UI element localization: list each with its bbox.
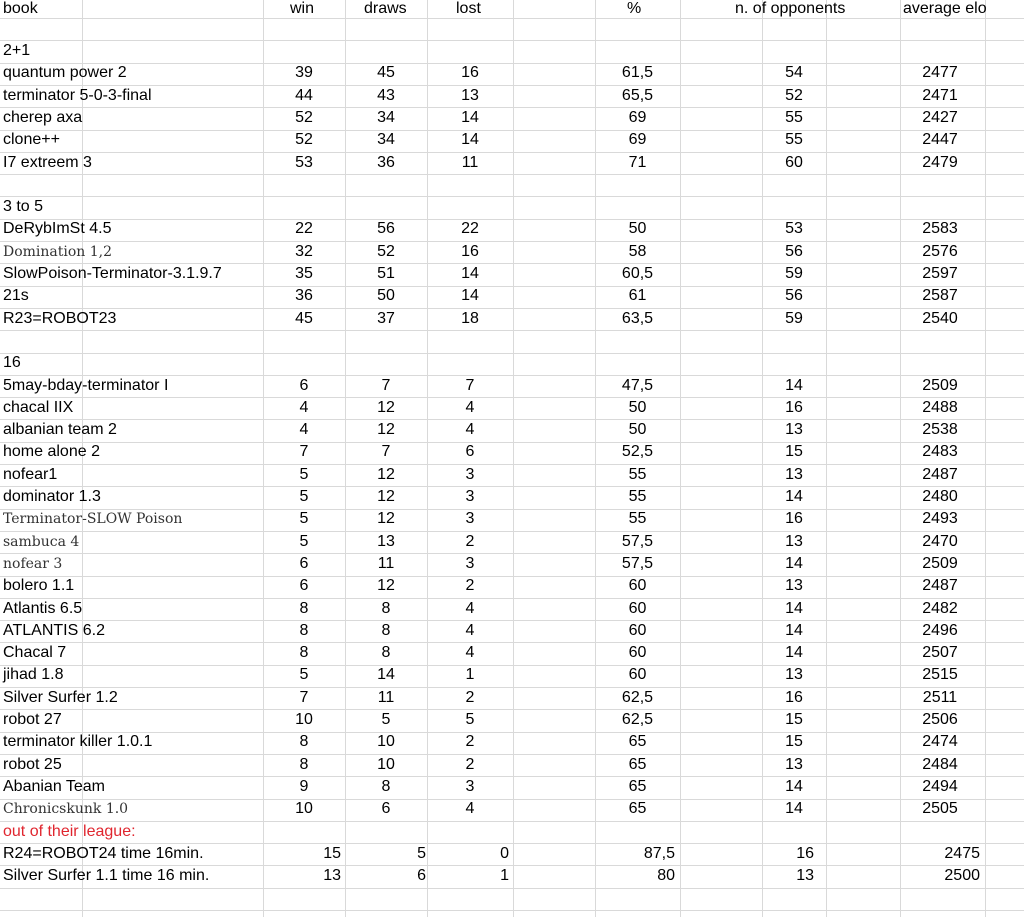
table-row	[0, 85, 1024, 107]
lost-cell: 7	[465, 377, 475, 394]
lost-cell: 1	[500, 867, 509, 884]
draws-cell: 12	[377, 577, 395, 594]
opponents-cell: 52	[785, 87, 803, 104]
elo-cell: 2509	[922, 377, 958, 394]
opponents-cell: 15	[785, 443, 803, 460]
lost-cell: 4	[465, 399, 475, 416]
book-name: nofear1	[3, 466, 58, 483]
book-name: Atlantis 6.5	[3, 600, 83, 617]
elo-cell: 2482	[922, 600, 958, 617]
section-title: 2+1	[3, 42, 31, 59]
pct-cell: 57,5	[621, 533, 654, 550]
pct-cell: 65,5	[621, 87, 654, 104]
book-name: Silver Surfer 1.1 time 16 min.	[3, 867, 210, 884]
elo-cell: 2540	[922, 310, 958, 327]
lost-cell: 2	[465, 577, 475, 594]
elo-cell: 2496	[922, 622, 958, 639]
pct-cell: 57,5	[621, 555, 654, 572]
opponents-cell: 53	[785, 220, 803, 237]
win-cell: 10	[295, 800, 313, 817]
pct-cell: 60	[628, 600, 647, 617]
table-row	[0, 553, 1024, 575]
draws-cell: 12	[377, 510, 395, 527]
book-name: Chronicskunk 1.0	[3, 801, 129, 817]
table-row	[0, 218, 1024, 240]
win-cell: 45	[295, 310, 313, 327]
table-row	[0, 441, 1024, 463]
grid-row-line	[0, 174, 1024, 175]
table-row	[0, 508, 1024, 530]
lost-cell: 4	[465, 421, 475, 438]
draws-cell: 6	[381, 800, 391, 817]
draws-cell: 11	[377, 689, 395, 706]
win-cell: 53	[295, 154, 313, 171]
pct-cell: 55	[628, 488, 647, 505]
pct-cell: 60	[628, 666, 647, 683]
header-win: win	[290, 0, 315, 17]
book-name: SlowPoison-Terminator-3.1.9.7	[3, 265, 222, 282]
elo-cell: 2597	[922, 265, 958, 282]
table-row	[0, 308, 1024, 330]
elo-cell: 2470	[922, 533, 958, 550]
lost-cell: 3	[465, 555, 475, 572]
win-cell: 8	[299, 733, 309, 750]
book-name: cherep axa	[3, 109, 83, 126]
win-cell: 6	[299, 555, 309, 572]
header-row	[0, 0, 1024, 22]
pct-cell: 55	[628, 466, 647, 483]
pct-cell: 50	[628, 399, 647, 416]
draws-cell: 52	[377, 243, 395, 260]
lost-cell: 4	[465, 644, 475, 661]
opponents-cell: 55	[785, 131, 803, 148]
draws-cell: 50	[377, 287, 395, 304]
opponents-cell: 14	[785, 488, 803, 505]
opponents-cell: 14	[785, 622, 803, 639]
draws-cell: 8	[381, 644, 391, 661]
lost-cell: 16	[461, 243, 479, 260]
draws-cell: 10	[377, 733, 395, 750]
lost-cell: 18	[461, 310, 479, 327]
book-name: Domination 1,2	[3, 244, 113, 260]
book-name: DeRybImSt 4.5	[3, 220, 112, 237]
elo-cell: 2480	[922, 488, 958, 505]
book-name: quantum power 2	[3, 64, 127, 81]
win-cell: 7	[299, 689, 309, 706]
elo-cell: 2493	[922, 510, 958, 527]
lost-cell: 2	[465, 689, 475, 706]
draws-cell: 34	[377, 131, 395, 148]
book-name: 5may-bday-terminator I	[3, 377, 169, 394]
draws-cell: 12	[377, 399, 395, 416]
table-row	[0, 419, 1024, 441]
lost-cell: 3	[465, 778, 475, 795]
draws-cell: 12	[377, 466, 395, 483]
book-name: R23=ROBOT23	[3, 310, 117, 327]
draws-cell: 14	[377, 666, 395, 683]
opponents-cell: 13	[785, 666, 803, 683]
draws-cell: 7	[381, 443, 391, 460]
opponents-cell: 16	[796, 845, 814, 862]
win-cell: 5	[299, 488, 309, 505]
opponents-cell: 13	[785, 577, 803, 594]
opponents-cell: 14	[785, 600, 803, 617]
lost-cell: 14	[461, 265, 479, 282]
league-note: out of their league:	[3, 823, 136, 840]
opponents-cell: 13	[785, 466, 803, 483]
table-row	[0, 241, 1024, 263]
win-cell: 36	[295, 287, 313, 304]
book-name: jihad 1.8	[3, 666, 64, 683]
section-title-row	[0, 196, 1024, 218]
table-row	[0, 531, 1024, 553]
lost-cell: 16	[461, 64, 479, 81]
pct-cell: 58	[628, 243, 647, 260]
draws-cell: 8	[381, 600, 391, 617]
section-title: 16	[3, 354, 21, 371]
opponents-cell: 16	[785, 689, 803, 706]
header-lost: lost	[456, 0, 481, 17]
elo-cell: 2511	[922, 689, 958, 706]
elo-cell: 2515	[922, 666, 958, 683]
table-row	[0, 754, 1024, 776]
grid-row-line	[0, 330, 1024, 331]
elo-cell: 2474	[922, 733, 958, 750]
pct-cell: 87,5	[643, 845, 675, 862]
elo-cell: 2483	[922, 443, 958, 460]
book-name: chacal IIX	[3, 399, 74, 416]
pct-cell: 47,5	[621, 377, 654, 394]
elo-cell: 2471	[922, 87, 958, 104]
book-name: dominator 1.3	[3, 488, 101, 505]
draws-cell: 13	[377, 533, 395, 550]
table-row	[0, 731, 1024, 753]
opponents-cell: 54	[785, 64, 803, 81]
draws-cell: 12	[377, 488, 395, 505]
draws-cell: 43	[377, 87, 395, 104]
draws-cell: 45	[377, 64, 395, 81]
win-cell: 9	[299, 778, 309, 795]
header-elo: average elo	[903, 0, 987, 17]
table-row	[0, 709, 1024, 731]
pct-cell: 50	[628, 220, 647, 237]
lost-cell: 0	[500, 845, 509, 862]
opponents-cell: 14	[785, 377, 803, 394]
lost-cell: 2	[465, 533, 475, 550]
pct-cell: 69	[628, 109, 647, 126]
lost-cell: 14	[461, 287, 479, 304]
draws-cell: 12	[377, 421, 395, 438]
win-cell: 6	[299, 577, 309, 594]
opponents-cell: 14	[785, 800, 803, 817]
opponents-cell: 59	[785, 265, 803, 282]
pct-cell: 60	[628, 622, 647, 639]
lost-cell: 13	[461, 87, 479, 104]
win-cell: 10	[295, 711, 313, 728]
opponents-cell: 15	[785, 711, 803, 728]
header-opponents: n. of opponents	[735, 0, 846, 17]
elo-cell: 2587	[922, 287, 958, 304]
pct-cell: 61,5	[621, 64, 654, 81]
table-row	[0, 152, 1024, 174]
elo-cell: 2500	[944, 867, 980, 884]
elo-cell: 2509	[922, 555, 958, 572]
section-title-row	[0, 40, 1024, 62]
draws-cell: 11	[377, 555, 395, 572]
win-cell: 52	[295, 109, 313, 126]
lost-cell: 5	[465, 711, 475, 728]
table-row	[0, 687, 1024, 709]
elo-cell: 2507	[922, 644, 958, 661]
win-cell: 8	[299, 644, 309, 661]
lost-cell: 4	[465, 800, 475, 817]
pct-cell: 60	[628, 577, 647, 594]
lost-cell: 2	[465, 756, 475, 773]
book-name: I7 extreem 3	[3, 154, 92, 171]
lost-cell: 1	[465, 666, 475, 683]
win-cell: 8	[299, 756, 309, 773]
table-row	[0, 397, 1024, 419]
section-title: 3 to 5	[3, 198, 44, 215]
opponents-cell: 60	[785, 154, 803, 171]
opponents-cell: 13	[785, 756, 803, 773]
draws-cell: 56	[377, 220, 395, 237]
elo-cell: 2475	[944, 845, 980, 862]
league-row	[0, 865, 1024, 887]
book-name: bolero 1.1	[3, 577, 75, 594]
lost-cell: 3	[465, 466, 475, 483]
table-row	[0, 285, 1024, 307]
book-name: terminator killer 1.0.1	[3, 733, 153, 750]
book-name: robot 25	[3, 756, 62, 773]
pct-cell: 62,5	[621, 711, 654, 728]
pct-cell: 63,5	[621, 310, 654, 327]
book-name: R24=ROBOT24 time 16min.	[3, 845, 204, 862]
table-row	[0, 664, 1024, 686]
draws-cell: 37	[377, 310, 395, 327]
win-cell: 7	[299, 443, 309, 460]
draws-cell: 8	[381, 622, 391, 639]
pct-cell: 80	[657, 867, 675, 884]
table-row	[0, 375, 1024, 397]
header-draws: draws	[364, 0, 407, 17]
opponents-cell: 59	[785, 310, 803, 327]
book-name: 21s	[3, 287, 29, 304]
draws-cell: 7	[381, 377, 391, 394]
win-cell: 35	[295, 265, 313, 282]
lost-cell: 2	[465, 733, 475, 750]
table-row	[0, 598, 1024, 620]
league-row	[0, 843, 1024, 865]
win-cell: 5	[299, 510, 309, 527]
win-cell: 5	[299, 466, 309, 483]
win-cell: 4	[299, 421, 309, 438]
win-cell: 8	[299, 622, 309, 639]
table-row	[0, 263, 1024, 285]
pct-cell: 60,5	[621, 265, 654, 282]
table-row	[0, 486, 1024, 508]
header-percent: %	[627, 0, 642, 17]
pct-cell: 71	[628, 154, 647, 171]
elo-cell: 2427	[922, 109, 958, 126]
lost-cell: 11	[461, 154, 479, 171]
draws-cell: 8	[381, 778, 391, 795]
table-row	[0, 107, 1024, 129]
opponents-cell: 15	[785, 733, 803, 750]
draws-cell: 6	[417, 867, 426, 884]
elo-cell: 2477	[922, 64, 958, 81]
win-cell: 4	[299, 399, 309, 416]
lost-cell: 4	[465, 600, 475, 617]
book-name: clone++	[3, 131, 60, 148]
lost-cell: 6	[465, 443, 475, 460]
win-cell: 15	[323, 845, 341, 862]
opponents-cell: 14	[785, 778, 803, 795]
book-name: Terminator-SLOW Poison	[3, 511, 183, 527]
elo-cell: 2583	[922, 220, 958, 237]
opponents-cell: 13	[785, 421, 803, 438]
table-row	[0, 62, 1024, 84]
draws-cell: 51	[377, 265, 395, 282]
pct-cell: 65	[628, 778, 647, 795]
pct-cell: 55	[628, 510, 647, 527]
table-row	[0, 642, 1024, 664]
table-row	[0, 129, 1024, 151]
opponents-cell: 56	[785, 287, 803, 304]
pct-cell: 52,5	[621, 443, 654, 460]
opponents-cell: 16	[785, 510, 803, 527]
elo-cell: 2487	[922, 466, 958, 483]
win-cell: 5	[299, 533, 309, 550]
win-cell: 13	[323, 867, 341, 884]
win-cell: 32	[295, 243, 313, 260]
book-name: sambuca 4	[3, 534, 80, 550]
win-cell: 5	[299, 666, 309, 683]
book-name: albanian team 2	[3, 421, 117, 438]
opponents-cell: 13	[785, 533, 803, 550]
elo-cell: 2505	[922, 800, 958, 817]
elo-cell: 2484	[922, 756, 958, 773]
lost-cell: 14	[461, 131, 479, 148]
table-row	[0, 464, 1024, 486]
elo-cell: 2479	[922, 154, 958, 171]
lost-cell: 22	[461, 220, 479, 237]
opponents-cell: 56	[785, 243, 803, 260]
win-cell: 8	[299, 600, 309, 617]
table-row	[0, 776, 1024, 798]
opponents-cell: 55	[785, 109, 803, 126]
book-name: robot 27	[3, 711, 62, 728]
lost-cell: 4	[465, 622, 475, 639]
elo-cell: 2487	[922, 577, 958, 594]
book-name: nofear 3	[3, 556, 63, 572]
pct-cell: 65	[628, 756, 647, 773]
header-book: book	[3, 0, 38, 17]
book-name: ATLANTIS 6.2	[3, 622, 105, 639]
opponents-cell: 13	[796, 867, 814, 884]
league-note-row	[0, 821, 1024, 843]
elo-cell: 2576	[922, 243, 958, 260]
draws-cell: 34	[377, 109, 395, 126]
elo-cell: 2494	[922, 778, 958, 795]
grid-row-line	[0, 888, 1024, 889]
table-row	[0, 620, 1024, 642]
elo-cell: 2538	[922, 421, 958, 438]
grid-row-line	[0, 910, 1024, 911]
win-cell: 44	[295, 87, 313, 104]
section-title-row	[0, 352, 1024, 374]
lost-cell: 14	[461, 109, 479, 126]
draws-cell: 10	[377, 756, 395, 773]
win-cell: 6	[299, 377, 309, 394]
pct-cell: 60	[628, 644, 647, 661]
win-cell: 22	[295, 220, 313, 237]
book-name: terminator 5-0-3-final	[3, 87, 152, 104]
draws-cell: 36	[377, 154, 395, 171]
pct-cell: 50	[628, 421, 647, 438]
draws-cell: 5	[381, 711, 391, 728]
pct-cell: 62,5	[621, 689, 654, 706]
elo-cell: 2447	[922, 131, 958, 148]
pct-cell: 61	[628, 287, 647, 304]
draws-cell: 5	[417, 845, 426, 862]
pct-cell: 65	[628, 733, 647, 750]
lost-cell: 3	[465, 488, 475, 505]
book-name: home alone 2	[3, 443, 100, 460]
book-name: Abanian Team	[3, 778, 105, 795]
opponents-cell: 14	[785, 644, 803, 661]
opponents-cell: 16	[785, 399, 803, 416]
elo-cell: 2488	[922, 399, 958, 416]
lost-cell: 3	[465, 510, 475, 527]
book-name: Chacal 7	[3, 644, 67, 661]
win-cell: 39	[295, 64, 313, 81]
table-row	[0, 798, 1024, 820]
book-name: Silver Surfer 1.2	[3, 689, 118, 706]
pct-cell: 65	[628, 800, 647, 817]
opponents-cell: 14	[785, 555, 803, 572]
table-row	[0, 575, 1024, 597]
elo-cell: 2506	[922, 711, 958, 728]
win-cell: 52	[295, 131, 313, 148]
pct-cell: 69	[628, 131, 647, 148]
